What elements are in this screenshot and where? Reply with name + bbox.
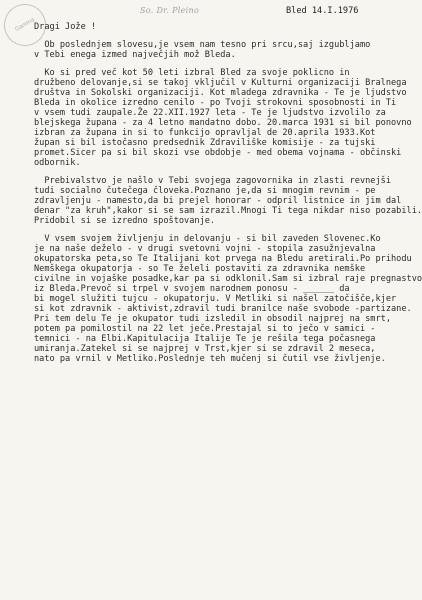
text-line: Nemškega okupatorja - so Te želeli postaviti za zdravnika nemške (34, 264, 366, 274)
text-line: tudi socialno čutečega človeka.Poznano je,da si mnogim revnim - pe (34, 186, 376, 196)
text-line: Bleda in okolice izredno cenilo - po Tvoji strokovni sposobnosti in Ti (34, 98, 397, 108)
text-line: v vsem tudi zaupale.Že 22.XII.1927 leta - Te je ljudstvo izvolilo za (34, 108, 386, 118)
letter-body (34, 22, 422, 364)
text-line: Pridobil si se izredno spoštovanje. (34, 216, 216, 226)
text-line: civilne in vojaške posadke,kar pa si odklonil.Sam si izbral raje pregnastvo (34, 274, 422, 284)
text-line: Prebivalstvo je našlo v Tebi svojega zagovornika in zlasti revnejši (34, 176, 391, 186)
text-line: društva in Sokolski organizaciji. Kot mladega zdravnika - Te je ljudstvo (34, 88, 407, 98)
paragraph-2 (34, 68, 416, 168)
paragraph-3 (34, 176, 422, 226)
text-line: blejskega župana - za 4 letno mandatno dobo. 20.marca 1931 si bil ponovno (34, 118, 412, 128)
text-line: župan si bil istočasno predsednik Zdraviliške komisije - za tujski (34, 138, 376, 148)
text-line: si kot zdravnik - aktivist,zdravil tudi branilce naše svobode -partizane. (34, 304, 412, 314)
text-line: iz Bleda.Prevoč si trpel v svojem narodnem ponosu - ______ da (34, 284, 350, 294)
text-line: potem pa pomilostil na 22 let ječe.Prestajal si to ječo v samici - (34, 324, 376, 334)
text-line: promet.Sicer pa si bil skozi vse obdobje - med obema vojnama - občinski (34, 148, 402, 158)
text-line: je na naše deželo - v drugi svetovni vojni - stopila zasužnjevalna (34, 244, 376, 254)
text-line: zdravljenju - namesto,da bi prejel honorar - odpril listnice in jim dal (34, 196, 402, 206)
text-line: Ob poslednjem slovesu,je vsem nam tesno pri srcu,saj izgubljamo (34, 40, 371, 50)
text-line: Pri tem delu Te je okupator tudi izsledil in obsodil najprej na smrt, (34, 314, 391, 324)
text-line: odbornik. (34, 158, 81, 168)
paragraph-1 (34, 40, 416, 60)
paragraph-4 (34, 234, 422, 364)
text-line: Ko si pred več kot 50 leti izbral Bled za svoje poklicno in (34, 68, 350, 78)
greeting: Dragi Jože ! (34, 22, 97, 32)
text-line: v Tebi enega izmed največjih mož Bleda. (34, 50, 236, 60)
handwritten-note: So. Dr. Pleino (140, 6, 200, 15)
text-line: nato pa vrnil v Metliko.Poslednje teh mučenj si čutil vse življenje. (34, 354, 386, 364)
text-line: V vsem svojem življenju in delovanju - si bil zaveden Slovenec.Ko (34, 234, 381, 244)
stamp-label: Gamma (14, 17, 36, 33)
text-line: družbeno delovanje,si se takoj vključil v Kulturni organizaciji Bralnega (34, 78, 407, 88)
text-line: bi mogel služiti tujcu - okupatorju. V Metliki si našel zatočišče,kjer (34, 294, 397, 304)
text-line: umiranja.Zatekel si se najprej v Trst,kjer si se zdravil 2 meseca, (34, 344, 376, 354)
text-line: temnici - na Elbi.Kapitulacija Italije Te je rešila tega počasnega (34, 334, 376, 344)
text-line: okupatorska peta,so Te Italijani kot prvega na Bledu aretirali.Po prihodu (34, 254, 412, 264)
text-line: izbran za župana in si to funkcijo opravljal de 20.aprila 1933.Kot (34, 128, 376, 138)
text-line: denar "za kruh",kakor si se sam izrazil.Mnogi Ti tega nikdar niso pozabili. (34, 206, 422, 216)
letter-date: Bled 14.I.1976 (286, 6, 359, 16)
